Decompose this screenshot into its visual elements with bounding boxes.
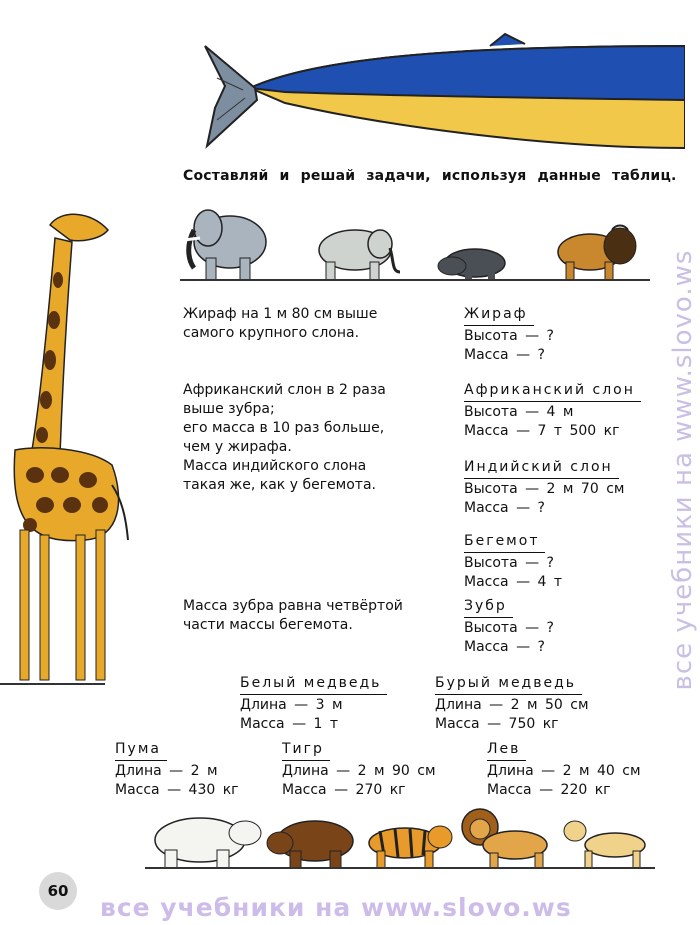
card-giraffe: [464, 305, 554, 366]
card-length: Длина — 2 м 40 см: [487, 762, 641, 779]
watermark-vertical: [668, 140, 698, 800]
card-lion: [487, 740, 641, 801]
card-length: Длина — 2 м 50 см: [435, 696, 589, 713]
card-mass: Масса — 1 т: [240, 716, 339, 732]
problem-line: самого крупного слона.: [183, 325, 360, 341]
problem-giraffe: [183, 305, 431, 343]
card-title: Жираф: [464, 305, 534, 326]
watermark-bottom: все учебники на www.slovo.ws: [100, 893, 572, 922]
watermark-vertical-text: все учебники на www.slovo.ws: [668, 249, 698, 691]
lion-figure: [462, 809, 547, 868]
brown-bear-figure: [267, 821, 353, 868]
indian-elephant-figure: [319, 230, 400, 280]
card-tiger: [282, 740, 436, 801]
card-length: Длина — 2 м 90 см: [282, 762, 436, 779]
card-title: Белый медведь: [240, 674, 387, 695]
problem-bison: [183, 597, 431, 635]
problem-line: Масса зубра равна четвёртой: [183, 598, 403, 614]
card-brown-bear: [435, 674, 589, 735]
card-title: Индийский слон: [464, 458, 619, 479]
african-elephant-figure: [184, 210, 266, 280]
card-title: Бегемот: [464, 532, 545, 553]
card-title: Лев: [487, 740, 526, 761]
bottom-animals-illustration: [145, 805, 655, 875]
polar-bear-figure: [155, 818, 261, 868]
giraffe-illustration: [0, 200, 150, 690]
tiger-figure: [369, 826, 452, 868]
card-indian-elephant: [464, 458, 624, 519]
card-mass: Масса — ?: [464, 500, 545, 516]
card-height: Высота — ?: [464, 327, 554, 344]
page-heading: Составляй и решай задачи, используя данные таблиц.: [183, 168, 677, 184]
bison-figure: [558, 226, 636, 281]
card-puma: [115, 740, 239, 801]
card-title: Тигр: [282, 740, 330, 761]
problem-line: Африканский слон в 2 раза: [183, 382, 386, 398]
card-height: Высота — ?: [464, 619, 554, 636]
problem-line: такая же, как у бегемота.: [183, 477, 376, 493]
card-height: Высота — ?: [464, 554, 554, 571]
problem-line: Масса индийского слона: [183, 458, 367, 474]
card-title: Бурый медведь: [435, 674, 582, 695]
large-animals-illustration: [180, 200, 650, 285]
problem-line: выше зубра;: [183, 401, 275, 417]
problem-line: чем у жирафа.: [183, 439, 292, 455]
problem-line: его масса в 10 раз больше,: [183, 420, 385, 436]
whale-illustration: [195, 28, 685, 158]
card-mass: Масса — 270 кг: [282, 782, 406, 798]
problem-elephants: [183, 381, 431, 495]
card-bison: [464, 597, 554, 658]
card-title: Пума: [115, 740, 167, 761]
card-mass: Масса — 220 кг: [487, 782, 611, 798]
card-mass: Масса — 750 кг: [435, 716, 559, 732]
card-title: Африканский слон: [464, 381, 641, 402]
card-hippo: [464, 532, 562, 593]
hippo-figure: [438, 249, 505, 280]
card-african-elephant: [464, 381, 641, 442]
puma-figure: [564, 821, 645, 868]
card-title: Зубр: [464, 597, 513, 618]
card-height: Высота — 2 м 70 см: [464, 480, 625, 497]
card-mass: Масса — 4 т: [464, 574, 563, 590]
card-mass: Масса — ?: [464, 639, 545, 655]
card-height: Высота — 4 м: [464, 403, 574, 420]
card-polar-bear: [240, 674, 387, 735]
card-length: Длина — 3 м: [240, 696, 343, 713]
card-length: Длина — 2 м: [115, 762, 218, 779]
card-mass: Масса — 7 т 500 кг: [464, 423, 620, 439]
card-mass: Масса — 430 кг: [115, 782, 239, 798]
page-number: 60: [39, 872, 77, 910]
card-mass: Масса — ?: [464, 347, 545, 363]
problem-line: части массы бегемота.: [183, 617, 353, 633]
problem-line: Жираф на 1 м 80 см выше: [183, 306, 378, 322]
